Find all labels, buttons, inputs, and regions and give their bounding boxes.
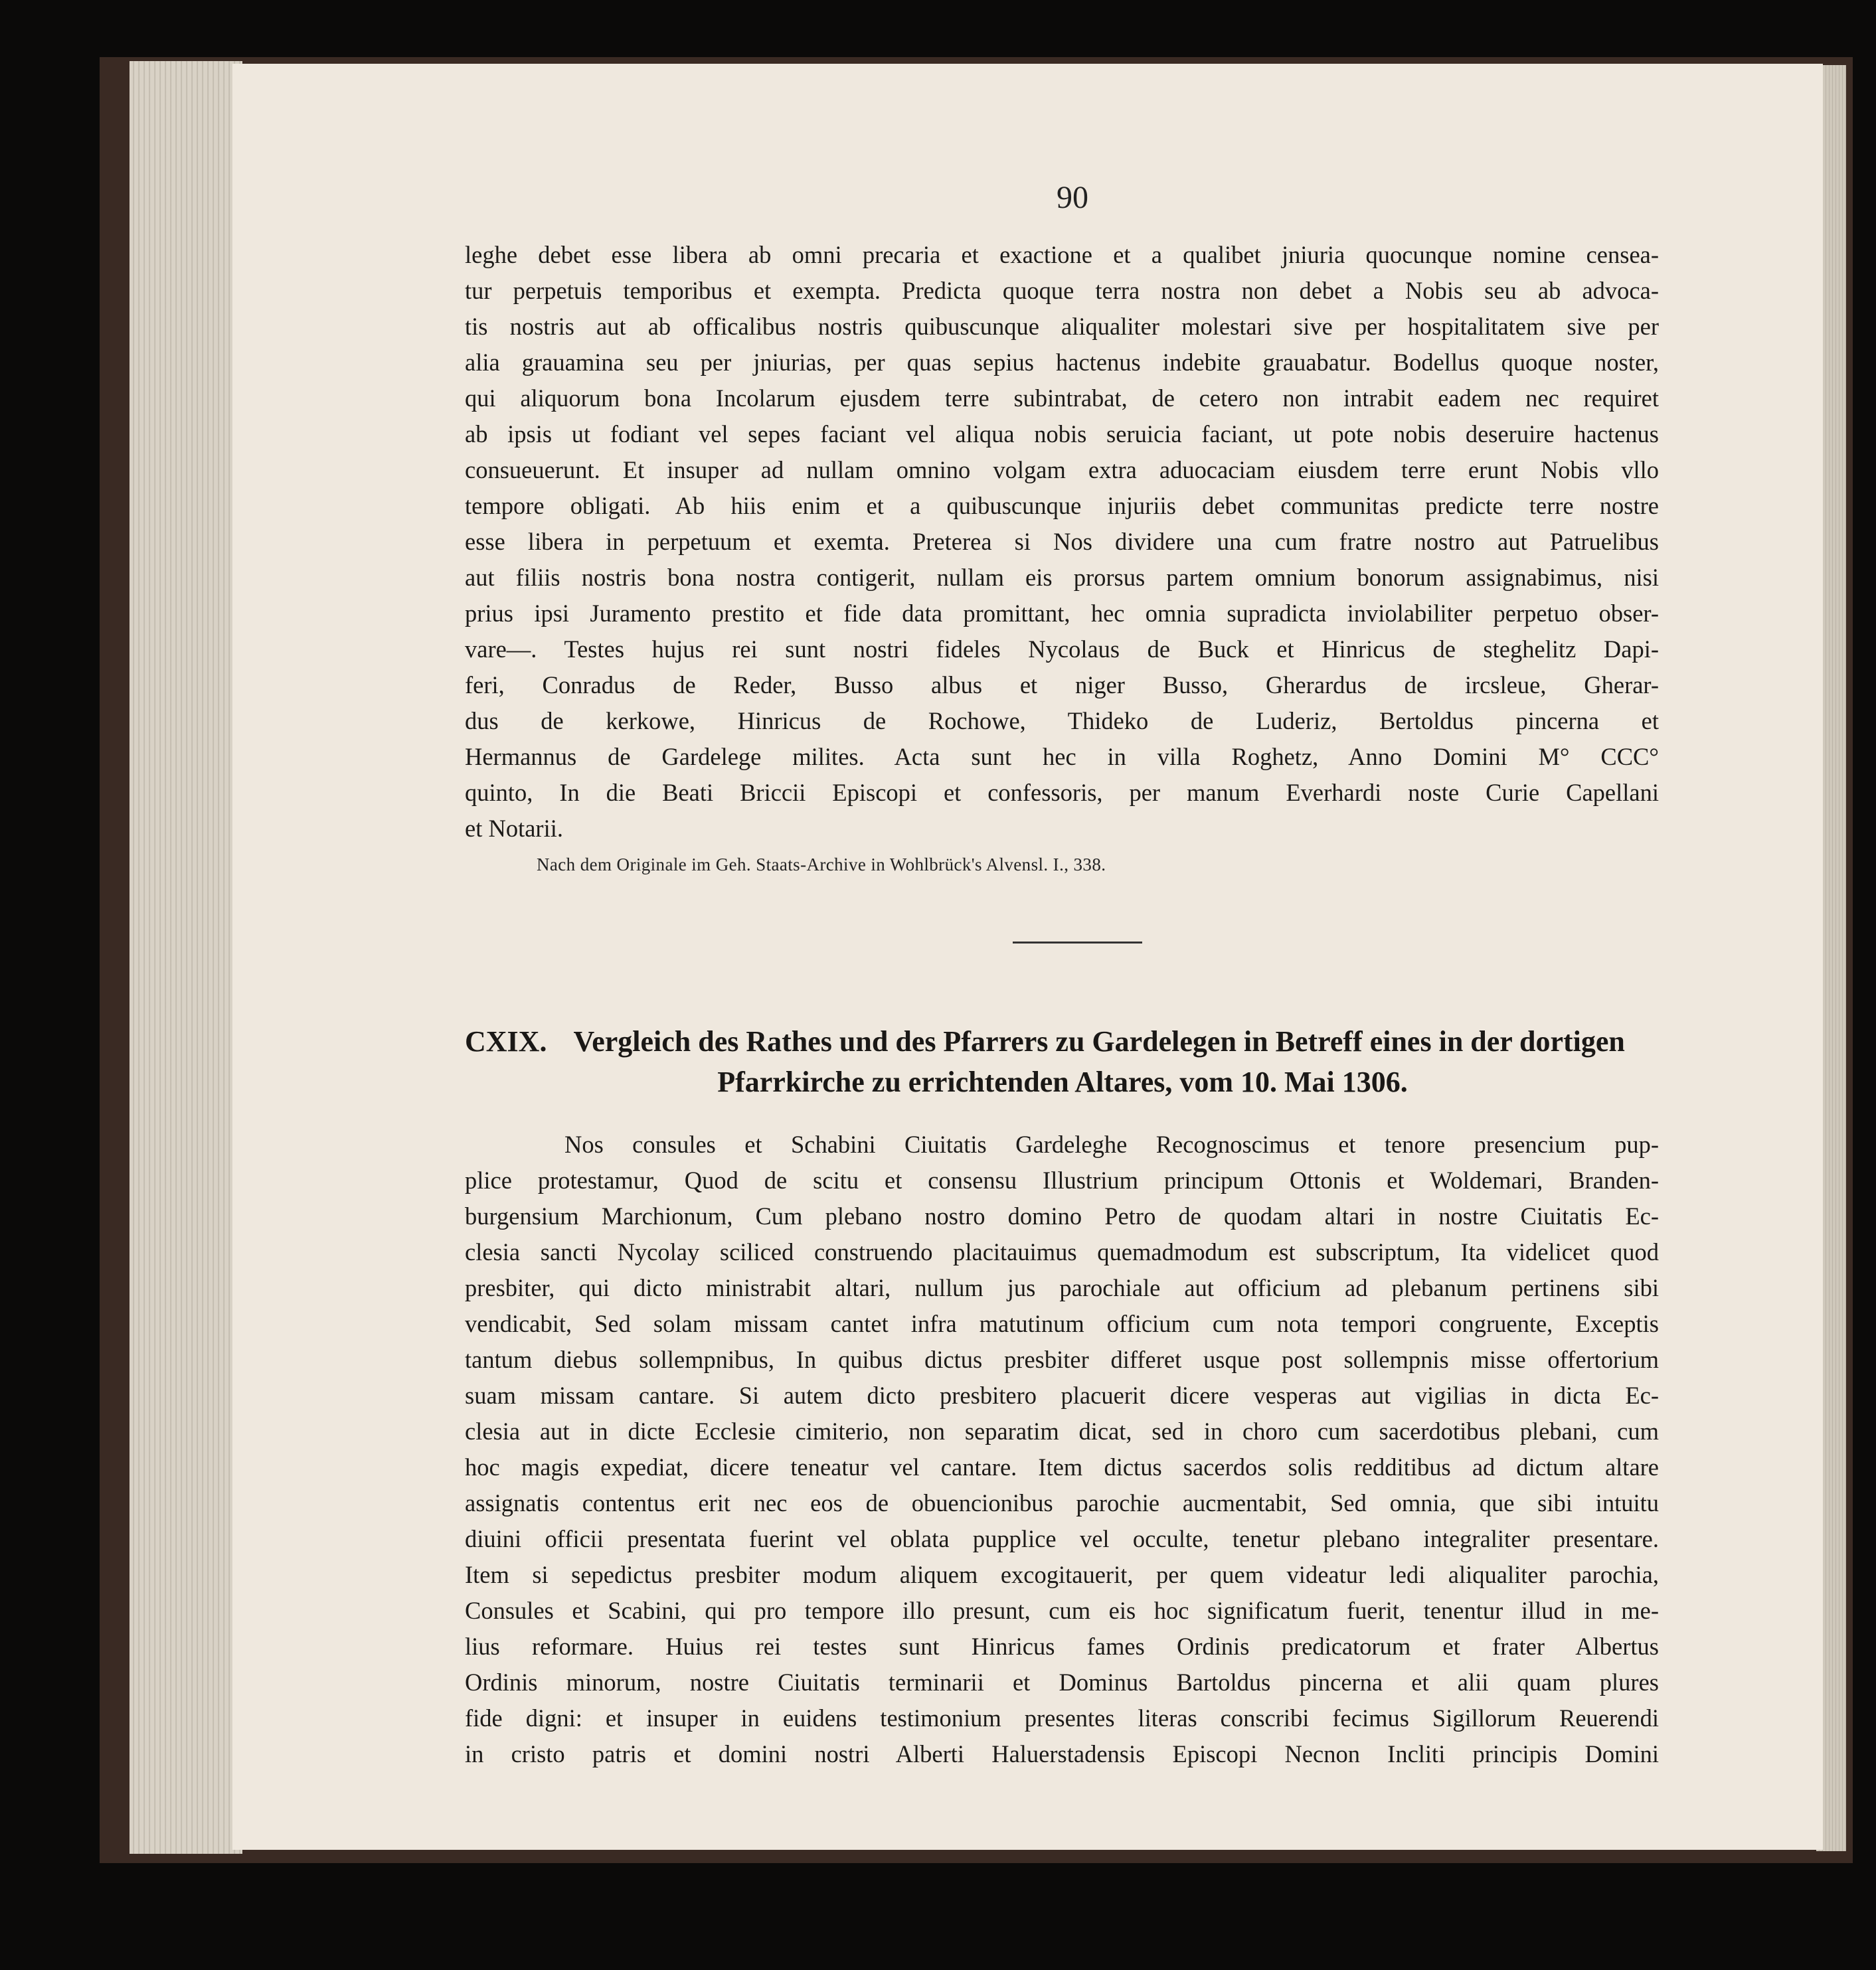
text-line: Ordinis minorum, nostre Ciuitatis terminarii et Dominus Bartoldus pincerna et alii quam plures	[465, 1669, 1659, 1696]
text-line: dus de kerkowe, Hinricus de Rochowe, Thideko de Luderiz, Bertoldus pincerna et	[465, 707, 1659, 734]
page-number: 90	[1057, 180, 1088, 215]
text-line: Item si sepedictus presbiter modum aliquem excogitauerit, per quem videatur ledi aliqualiter parochia,	[465, 1561, 1659, 1588]
page-stack-edge	[129, 61, 242, 1854]
text-line: suam missam cantare. Si autem dicto presbitero placuerit dicere vesperas aut vigilias in dicta Ec-	[465, 1382, 1659, 1409]
heading-line-2: Pfarrkirche zu errichtenden Altares, vom 10. Mai 1306.	[717, 1066, 1408, 1098]
text-line: clesia aut in dicte Ecclesie cimiterio, non separatim dicat, sed in choro cum sacerdotibus plebani, cum	[465, 1418, 1659, 1445]
text-line: esse libera in perpetuum et exemta. Preterea si Nos dividere una cum fratre nostro aut Patruelibus	[465, 528, 1659, 555]
text-line: lius reformare. Huius rei testes sunt Hinricus fames Ordinis predicatorum et frater Albertus	[465, 1633, 1659, 1660]
text-line: Consules et Scabini, qui pro tempore illo presunt, cum eis hoc significatum fuerit, tenentur illud in me-	[465, 1597, 1659, 1624]
paragraph-charter-cxix	[465, 1127, 1659, 1772]
text-line: fide digni: et insuper in euidens testimonium presentes literas conscribi fecimus Sigillorum Reuerendi	[465, 1704, 1659, 1732]
text-line: ab ipsis ut fodiant vel sepes faciant vel aliqua nobis seruicia faciant, ut pote nobis deseruire hactenus	[465, 420, 1659, 448]
heading-number: CXIX.	[465, 1025, 547, 1058]
heading-title: Vergleich des Rathes und des Pfarrers zu Gardelegen in Betreff eines in der dortigen	[573, 1025, 1625, 1058]
text-line: burgensium Marchionum, Cum plebano nostro domino Petro de quodam altari in nostre Ciuitatis Ec-	[465, 1202, 1659, 1230]
text-line: plice protestamur, Quod de scitu et consensu Illustrium principum Ottonis et Woldemari, Branden-	[465, 1167, 1659, 1194]
text-line: diuini officii presentata fuerint vel oblata pupplice vel occulte, tenetur plebano integraliter presentare.	[465, 1525, 1659, 1552]
text-line: tantum diebus sollempnibus, In quibus dictus presbiter differet usque post sollempnis misse offertorium	[465, 1346, 1659, 1373]
text-line: vendicabit, Sed solam missam cantet infra matutinum officium cum nota tempori congruente, Exceptis	[465, 1310, 1659, 1337]
text-line: consueuerunt. Et insuper ad nullam omnino volgam extra aduocaciam eiusdem terre erunt Nobis vllo	[465, 456, 1659, 483]
text-line: hoc magis expediat, dicere teneatur vel cantare. Item dictus sacerdos solis redditibus ad dictum altare	[465, 1453, 1659, 1481]
text-line: vare—. Testes hujus rei sunt nostri fideles Nycolaus de Buck et Hinricus de steghelitz Dapi-	[465, 635, 1659, 663]
section-divider	[1013, 942, 1142, 944]
text-line: feri, Conradus de Reder, Busso albus et niger Busso, Gherardus de ircsleue, Gherar-	[465, 671, 1659, 698]
text-line: qui aliquorum bona Incolarum ejusdem terre subintrabat, de cetero non intrabit eadem nec requiret	[465, 384, 1659, 412]
text-line: clesia sancti Nycolay sciliced construendo placitauimus quemadmodum est subscriptum, Ita videlicet quod	[465, 1238, 1659, 1266]
text-line: tempore obligati. Ab hiis enim et a quibuscunque injuriis debet communitas predicte terre nostre	[465, 492, 1659, 519]
text-line: aut filiis nostris bona nostra contigerit, nullam eis prorsus partem omnium bonorum assignabimus, nisi	[465, 564, 1659, 591]
text-line: leghe debet esse libera ab omni precaria et exactione et a qualibet jniuria quocunque nomine censea-	[465, 241, 1659, 268]
text-line: quinto, In die Beati Briccii Episcopi et confessoris, per manum Everhardi noste Curie Capellani	[465, 779, 1659, 806]
text-line: alia grauamina seu per jniurias, per quas sepius hactenus indebite grauabatur. Bodellus quoque noster,	[465, 349, 1659, 376]
paragraph-charter-continuation	[465, 237, 1659, 847]
text-line: presbiter, qui dicto ministrabit altari, nullum jus parochiale aut officium ad plebanum pertinens sibi	[465, 1274, 1659, 1301]
text-line: prius ipsi Juramento prestito et fide data promittant, hec omnia supradicta inviolabiliter perpetuo obser-	[465, 600, 1659, 627]
text-line: et Notarii.	[465, 815, 563, 842]
text-line: Hermannus de Gardelege milites. Acta sunt hec in villa Roghetz, Anno Domini M° CCC°	[465, 743, 1659, 770]
section-heading	[465, 1025, 1660, 1099]
source-note: Nach dem Originale im Geh. Staats-Archive in Wohlbrück's Alvensl. I., 338.	[537, 855, 1106, 874]
text-line: tis nostris aut ab officalibus nostris quibuscunque aliqualiter molestari sive per hospitalitatem sive per	[465, 313, 1659, 340]
text-line: in cristo patris et domini nostri Alberti Haluerstadensis Episcopi Necnon Incliti principis Domini	[465, 1740, 1659, 1767]
text-line: tur perpetuis temporibus et exempta. Predicta quoque terra nostra non debet a Nobis seu ab advoca-	[465, 277, 1659, 304]
text-line: assignatis contentus erit nec eos de obuencionibus parochie aucmentabit, Sed omnia, que sibi intuitu	[465, 1489, 1659, 1517]
heading-line-1	[465, 1025, 1660, 1058]
text-line: Nos consules et Schabini Ciuitatis Gardeleghe Recognoscimus et tenore presencium pup-	[564, 1131, 1659, 1158]
